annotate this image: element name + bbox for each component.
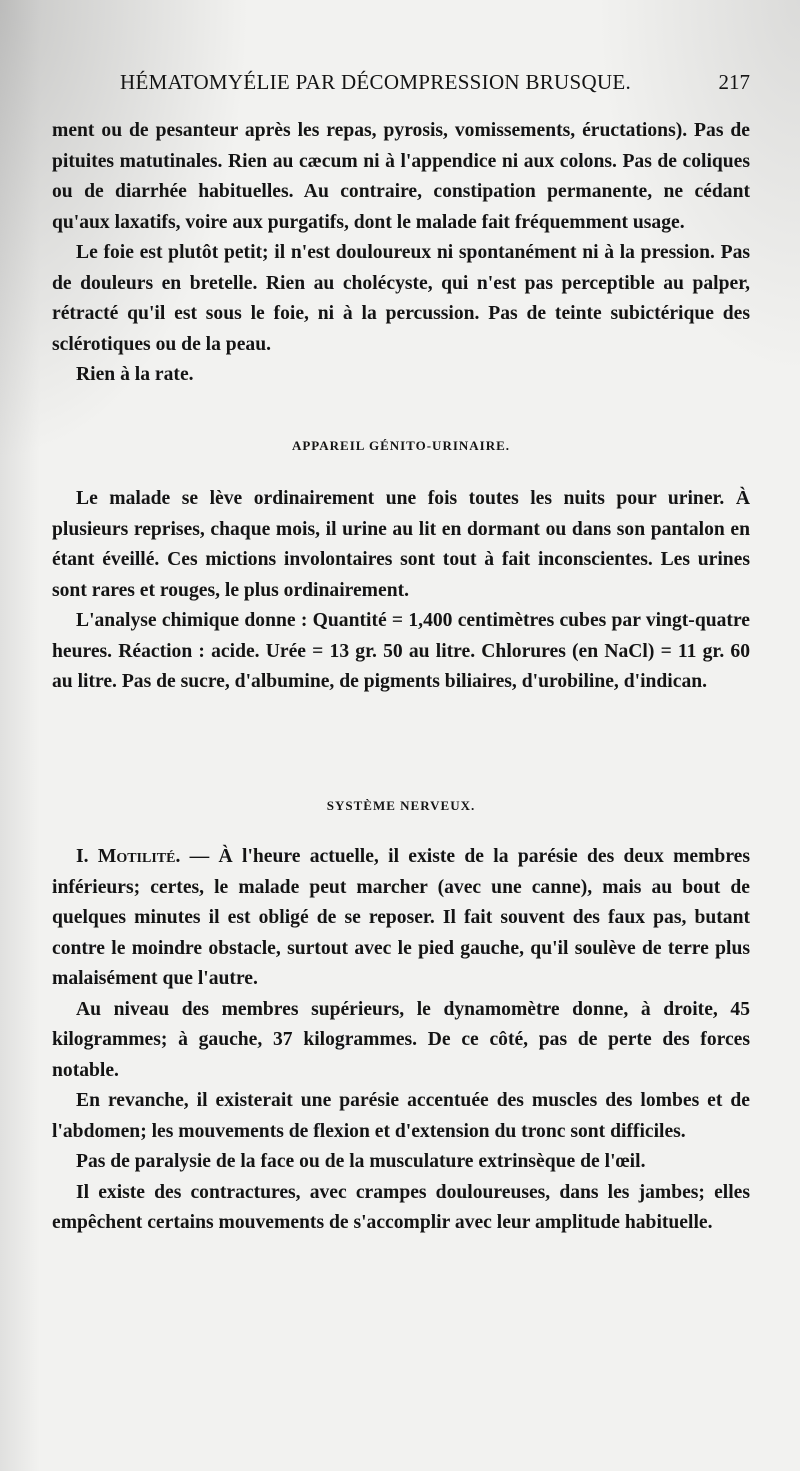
section-heading-nervous-system: SYSTÈME NERVEUX. [326,798,476,813]
page-number: 217 [718,70,750,94]
paragraph-face-eye: Pas de paralysie de la face ou de la musculature extrinsèque de l'œil. [76,1151,646,1172]
genito-urinary-text-block [52,484,750,698]
motility-text: — À l'heure actuelle, il existe de la parésie des deux membres inférieurs; certes, le malade peut marcher (avec une canne), mais au bout de quelques minutes il est obligé de se reposer. Il fait souvent des faux pas, butant contre le moindre obstacle, surtout avec le pied gauche, qu'il soulève de terre plus malaisément que l'autre. [52,846,750,989]
paragraph-upper-limbs: Au niveau des membres supérieurs, le dynamomètre donne, à droite, 45 kilogrammes; à gauche, 37 kilogrammes. De ce côté, pas de perte des forces notable. [52,998,750,1081]
paragraph-liver: Le foie est plutôt petit; il n'est douloureux ni spontanément ni à la pression. Pas de douleurs en bretelle. Rien au cholécyste, qui n'est pas perceptible au palper, rétracté qu'il est sous le foie, ni à la percussion. Pas de teinte subictérique des sclérotiques ou de la peau. [52,242,750,355]
nervous-system-text-block [52,842,750,1239]
digestive-text-block [52,116,750,391]
paragraph-contractures: Il existe des contractures, avec crampes douloureuses, dans les jambes; elles empêchent certains mouvements de s'accomplir avec leur amplitude habituelle. [52,1181,750,1233]
paragraph-urine-analysis: L'analyse chimique donne : Quantité = 1,400 centimètres cubes par vingt-quatre heures. Réaction : acide. Urée = 13 gr. 50 au litre. Chlorures (en NaCl) = 11 gr. 60 au litre. Pas de sucre, d'albumine, de pigments biliaires, d'urobiline, d'indican. [52,610,750,692]
paragraph-digestive-continuation: ment ou de pesanteur après les repas, pyrosis, vomissements, éructations). Pas de pituites matutinales. Rien au cæcum ni à l'appendice ni aux colons. Pas de coliques ou de diarrhée habituelles. Au contraire, constipation permanente, ne cédant qu'aux laxatifs, voire aux purgatifs, dont le malade fait fréquemment usage. [52,120,750,233]
page-header [120,70,750,104]
paragraph-trunk: En revanche, il existerait une parésie accentuée des muscles des lombes et de l'abdomen; les mouvements de flexion et d'extension du tronc sont difficiles. [52,1090,750,1142]
running-title: HÉMATOMYÉLIE PAR DÉCOMPRESSION BRUSQUE. [120,70,632,94]
paragraph-spleen: Rien à la rate. [76,364,194,385]
paragraph-urination: Le malade se lève ordinairement une fois toutes les nuits pour uriner. À plusieurs reprises, chaque mois, il urine au lit en dormant ou dans son pantalon en étant éveillé. Ces mictions involontaires sont tout à fait inconscientes. Les urines sont rares et rouges, le plus ordinairement. [52,488,750,601]
section-heading-genito-urinary: APPAREIL GÉNITO-URINAIRE. [291,438,511,453]
motility-lead: I. Motilité. [76,846,181,867]
paragraph-motility [52,842,750,995]
